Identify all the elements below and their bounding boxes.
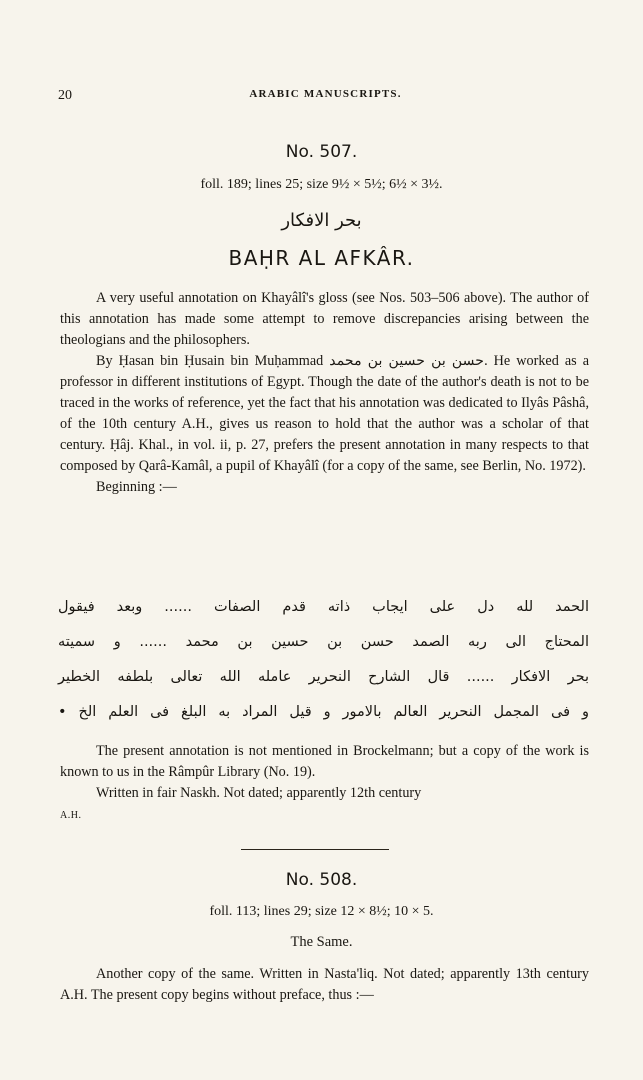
page-header [58,88,593,108]
paragraph-author: By Ḥasan bin Ḥusain bin Muḥammad حسن بن حسين بن محمد. He worked as a professor in different institutions of Egypt. Though the date of the author's death is not to be traced in the works of reference, yet the fact that his annotation was dedicated to Ilyâs Pâshâ, of the 10th century A.H., gives us reason to hold that the author was a scholar of that century. Ḥâj. Khal., in vol. ii, p. 27, prefers the present annotation in many respects to that composed by Qarâ-Kamâl, a pupil of Khayâlî (for a copy of the same, see Berlin, No. 1972). [60,353,590,474]
entry-body-508 [60,964,589,1006]
beginning-label: Beginning :— [96,479,177,495]
paragraph-script-date: Written in fair Naskh. Not dated; apparently 12th century [96,785,422,801]
incipit-line: المحتاج الى ربه الصمد حسن بن حسين بن محمد ...... و سميته [58,634,589,650]
paragraph-description: A very useful annotation on Khayâlî's gloss (see Nos. 503–506 above). The author of this annotation has made some attempt to remove discrepancies arising between the theologians and the philosophers. [60,290,589,348]
entry-title-english: BAḤR AL AFKÂR. [228,246,415,270]
entry-closing-507 [60,741,589,826]
section-divider [241,849,389,850]
entry-number-507: No. 507. [285,142,358,162]
entry-subtitle-508: The Same. [290,934,353,950]
paragraph-copy: Another copy of the same. Written in Nasta'liq. Not dated; apparently 13th century A.H. The present copy begins without preface, thus :— [60,966,589,1003]
running-head: ARABIC MANUSCRIPTS. [249,88,402,100]
entry-specs-507: foll. 189; lines 25; size 9½ × 5½; 6½ × 3½. [200,177,443,192]
incipit-line: و فى المجمل النحرير العالم بالامور و قيل المراد به البلغ فى العلم الخ • [58,704,589,720]
era-abbreviation: A.H. [60,810,82,821]
entry-specs-508: foll. 113; lines 29; size 12 × 8½; 10 × 5. [209,904,434,919]
incipit-line: بحر الافكار ...... قال الشارح النحرير عامله الله تعالى بلطفه الخطير [58,669,589,685]
page-number: 20 [58,88,72,103]
arabic-incipit [58,590,589,730]
entry-body-507 [60,288,589,498]
paragraph-brockelmann: The present annotation is not mentioned in Brockelmann; but a copy of the work is known to us in the Râmpûr Library (No. 19). [60,743,589,780]
entry-number-508: No. 508. [285,870,358,890]
incipit-line: الحمد لله دل على ايجاب ذاته قدم الصفات ...... وبعد فيقول [58,599,589,615]
entry-title-arabic: بحر الافكار [281,210,362,231]
